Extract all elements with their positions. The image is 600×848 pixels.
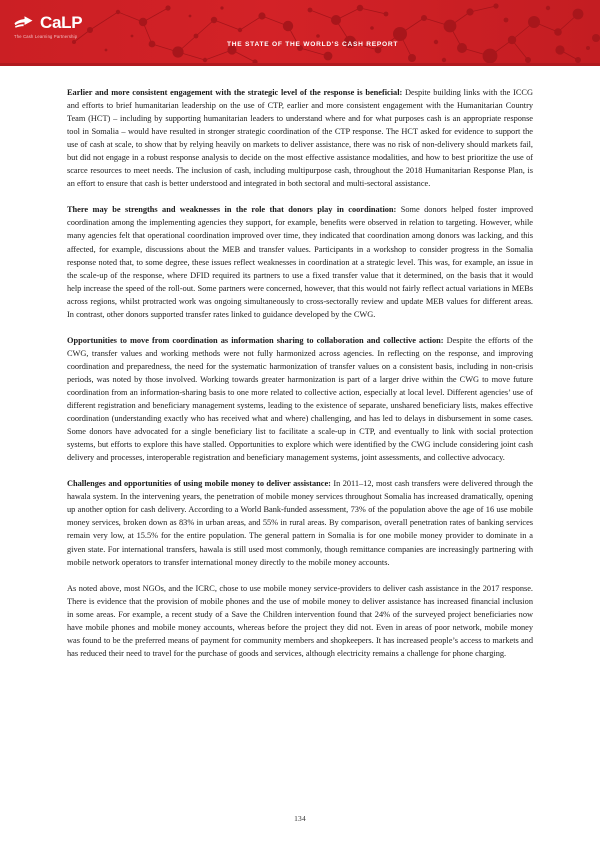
- paragraph: [67, 86, 533, 190]
- banner-bottom-rule: [0, 63, 600, 66]
- paragraph-body: In 2011–12, most cash transfers were delivered through the hawala system. In the intervening years, the penetration of mobile money services throughout Somalia has increased dramatically, opening up another option for cash delivery. According to a World Bank-funded assessment, 73% of the population above the age of 16 use mobile money services, broken down as 83% in urban areas, and 55% in rural areas. By comparison, overall penetration rates of banking services remain very low, at 15.5% for the entire population. The general pattern in Somalia is for one mobile money provider to dominate in a given state. For international transfers, hawala is still used most commonly, though remittance companies are increasingly partnering with mobile network operators to transfer international money directly to the mobile money accounts.: [67, 479, 533, 567]
- paragraph-body: Despite building links with the ICCG and efforts to brief humanitarian leadership on the use of CTP, earlier and more consistent engagement with the Humanitarian Country Team (HCT) – including by supporting humanitarian leaders to understand where and for what purposes cash is an appropriate response tool in Somalia – would have resulted in stronger strategic coordination of the CTP response. The HCT asked for evidence to support the use of cash at scale, to show that by relying heavily on markets to deliver assistance, there was no risk of non-delivery should markets fail, but did not engage in a robust response analysis to decide on the most effective assistance modalities, and how to best prioritize the use of scarce resources to meet needs. The inclusion of cash, including multipurpose cash, throughout the 2018 Humanitarian Response Plan, is an effort to ensure that cash is better understood and integrated in both sectoral and multi-sectoral assistance.: [67, 88, 533, 189]
- paragraph: [67, 477, 533, 568]
- logo-wordmark: CaLP: [40, 13, 83, 32]
- paragraph-lead: Opportunities to move from coordination as information sharing to collaboration and collective action:: [67, 335, 444, 345]
- page-number: 134: [294, 814, 306, 823]
- paragraph-body: Despite the efforts of the CWG, transfer values and working methods were not fully harmonized across agencies. In reflecting on the response, and improving coordination and preparedness, the need for the systematic harmonization of transfer values on a consistent basis, including in non-crisis periods, was noted by those involved. Working towards greater harmonization is part of a larger drive within the CWG to move future coordination from an information-sharing basis to one more related to collective action, especially at local level. Different agencies’ use of different registration and beneficiary management systems, leading to the existence of separate, unshared beneficiary lists, makes effective coordination (understanding exactly who has received what and where) challenging, and has led to delays in disbursement in some cases. Some donors have advocated for a single beneficiary list to facilitate a scale-up in CTP, and eventually to link with social protection systems, but efforts to explore this have stalled. Opportunities to explore which were identified by the CWG include considering joint cash delivery and processes, interoperable registration and beneficiary management systems, joint assessments, and collective advocacy.: [67, 335, 533, 463]
- paragraph-lead: Earlier and more consistent engagement with the strategic level of the response is beneficial:: [67, 88, 403, 97]
- page-header-banner: [0, 0, 600, 66]
- paragraph-body: Some donors helped foster improved coordination among the implementing agencies they support, for example, benefits were observed in relation to targeting. However, while many agencies felt that operational coordination improved over time, they indicated that coordination among donors was lacking, and this affected, for example, discussions about the MEB and transfer values. Participants in a workshop to consider progress in the Somalia response noted that, to some degree, these issues reflect weaknesses in coordination at a strategic level. This was, for example, an issue in the scale-up of the response, where DFID required its partners to use a fixed transfer value that it determined, on the basis that it would help increase the speed of the roll-out. Some partners were concerned, however, that this would not fairly reflect actual variations in MEBs across regions, whilst protracted work was ongoing simultaneously to cross-sectorally review and update MEB values for different areas. In contrast, other donors supported transfer rates linked to guidance developed by the CWG.: [67, 205, 533, 319]
- paragraph-body: As noted above, most NGOs, and the ICRC, chose to use mobile money service-providers to deliver cash assistance in the 2017 response. There is evidence that the provision of mobile phones and the use of mobile money to deliver assistance has increased financial inclusion in some areas. For example, a recent study of a Save the Children intervention found that 24% of the surveyed project beneficiaries now have mobile phones and mobile money accounts, whereas before the project they did not. Even in areas of poor network, mobile money was found to be the preferred means of payment for community members and shopkeepers. It has increased people’s access to markets and has reduced their need to travel for the purchase of goods and services, although electricity remains a challenge for phone charging.: [67, 583, 533, 658]
- hand-giving-icon: [13, 14, 37, 31]
- paragraph: [67, 203, 533, 320]
- page-body: [67, 86, 533, 660]
- report-title: THE STATE OF THE WORLD'S CASH REPORT: [227, 41, 399, 48]
- calp-logo: [13, 14, 82, 39]
- network-nodes-pattern: [0, 0, 600, 66]
- logo-row: [13, 14, 82, 31]
- paragraph-lead: Challenges and opportunities of using mobile money to deliver assistance:: [67, 479, 331, 489]
- paragraph-lead: There may be strengths and weaknesses in the role that donors play in coordination:: [67, 205, 397, 215]
- paragraph: [67, 334, 533, 464]
- logo-tagline: The Cash Learning Partnership: [14, 33, 78, 39]
- paragraph: [67, 582, 533, 660]
